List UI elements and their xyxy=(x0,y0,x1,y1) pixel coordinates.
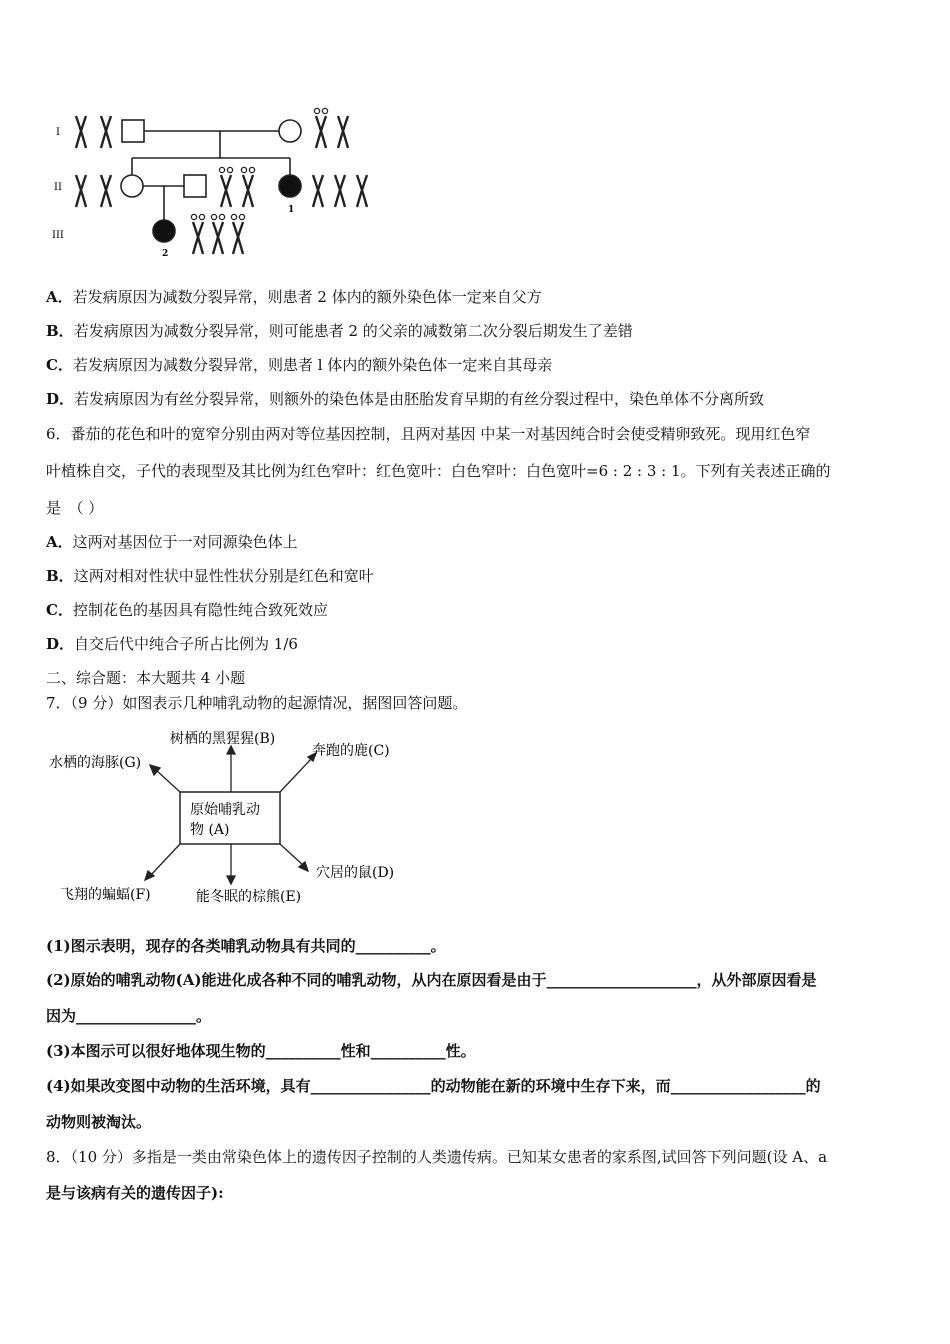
chromosome xyxy=(101,116,111,148)
question-8-line1: 8．（10 分）多指是一类由常染色体上的遗传因子控制的人类遗传病。已知某女患者的家系图,试回答下列问题(设 A、a xyxy=(46,1148,828,1166)
option-d xyxy=(46,633,298,654)
option-b xyxy=(46,320,633,341)
option-letter: B． xyxy=(46,322,74,340)
chromosome xyxy=(191,214,204,254)
option-text: 若发病原因为有丝分裂异常，则额外的染色体是由胚胎发育早期的有丝分裂过程中，染色单体不分离所致 xyxy=(74,390,765,408)
option-text: 自交后代中纯合子所占比例为 1/6 xyxy=(74,635,298,653)
q7-sub4-line2: 动物则被淘汰。 xyxy=(46,1113,152,1131)
generation-label-ii: II xyxy=(54,182,62,193)
chromosome xyxy=(76,175,86,207)
option-a xyxy=(46,531,298,552)
option-a xyxy=(46,286,542,307)
q7-sub4-line1: (4)如果改变图中动物的生活环境，具有________________的动物能在新的环境中生存下来，而__________________的 xyxy=(46,1077,821,1095)
q7-sub3: (3)本图示可以很好地体现生物的__________性和__________性。 xyxy=(46,1042,476,1060)
question-6-line: 6．番茄的花色和叶的宽窄分别由两对等位基因控制，且两对基因 中某一对基因纯合时会使受精卵致死。现用红色窄 xyxy=(46,425,811,443)
chromosome xyxy=(335,175,345,207)
chromosome xyxy=(211,214,224,254)
label-f: 飞翔的蝙蝠(F) xyxy=(60,887,151,903)
option-b xyxy=(46,565,374,586)
q7-sub2-line1: (2)原始的哺乳动物(A)能进化成各种不同的哺乳动物，从内在原因看是由于____________________，从外部原因看是 xyxy=(46,971,817,989)
option-letter: D． xyxy=(46,635,75,653)
pedigree-figure xyxy=(46,98,386,263)
center-label-line1: 原始哺乳动 xyxy=(190,802,260,818)
chromosome xyxy=(231,214,244,254)
male-symbol xyxy=(122,120,144,142)
center-label-line2: 物 (A) xyxy=(190,822,230,838)
option-letter: A． xyxy=(46,288,73,306)
option-text: 若发病原因为减数分裂异常，则患者 l 体内的额外染色体一定来自其母亲 xyxy=(72,356,553,374)
label-b: 树栖的黑猩猩(B) xyxy=(170,731,276,747)
female-symbol xyxy=(121,175,143,197)
label-e: 能冬眠的棕熊(E) xyxy=(196,889,302,905)
option-text: 若发病原因为减数分裂异常，则可能患者 2 的父亲的减数第二次分裂后期发生了差错 xyxy=(73,322,633,340)
question-6-line: 是 （ ） xyxy=(46,499,104,517)
label-g: 水栖的海豚(G) xyxy=(49,755,142,771)
chromosome xyxy=(219,167,232,207)
option-d xyxy=(46,388,764,409)
question-7-stem: 7．（9 分）如图表示几种哺乳动物的起源情况，据图回答问题。 xyxy=(46,694,468,712)
mammal-origin-diagram xyxy=(46,722,426,912)
person-label: 2 xyxy=(162,249,169,259)
affected-female-symbol xyxy=(279,175,301,197)
male-symbol xyxy=(184,175,206,197)
option-letter: B． xyxy=(46,567,74,585)
chromosome xyxy=(338,116,348,148)
chromosome xyxy=(241,167,254,207)
female-symbol xyxy=(279,120,301,142)
question-8-line2: 是与该病有关的遗传因子): xyxy=(46,1184,224,1202)
chromosome xyxy=(313,175,323,207)
option-letter: C． xyxy=(46,356,73,374)
chromosome xyxy=(357,175,367,207)
option-letter: C． xyxy=(46,601,73,619)
q7-sub2-line2: 因为________________。 xyxy=(46,1007,212,1025)
option-c xyxy=(46,354,552,375)
person-label: 1 xyxy=(288,205,295,215)
section-title: 二、综合题：本大题共 4 小题 xyxy=(46,669,246,687)
option-text: 这两对基因位于一对同源染色体上 xyxy=(72,533,298,551)
chromosome xyxy=(76,116,86,148)
chromosome xyxy=(101,175,111,207)
option-text: 控制花色的基因具有隐性纯合致死效应 xyxy=(72,601,328,619)
chromosome xyxy=(314,108,327,148)
option-letter: D． xyxy=(46,390,75,408)
generation-label-i: I xyxy=(56,127,60,138)
label-d: 穴居的鼠(D) xyxy=(316,865,395,881)
option-text: 若发病原因为减数分裂异常，则患者 2 体内的额外染色体一定来自父方 xyxy=(72,288,542,306)
generation-label-iii: III xyxy=(52,230,64,241)
option-c xyxy=(46,599,328,620)
q7-sub1: (1)图示表明，现存的各类哺乳动物具有共同的__________。 xyxy=(46,937,446,955)
label-c: 奔跑的鹿(C) xyxy=(312,743,390,759)
question-6-line: 叶植株自交，子代的表现型及其比例为红色窄叶：红色宽叶：白色窄叶：白色宽叶=6 : 2 : 3 : 1。下列有关表述正确的 xyxy=(46,462,831,480)
option-letter: A． xyxy=(46,533,73,551)
option-text: 这两对相对性状中显性性状分别是红色和宽叶 xyxy=(73,567,374,585)
affected-female-symbol xyxy=(153,220,175,242)
